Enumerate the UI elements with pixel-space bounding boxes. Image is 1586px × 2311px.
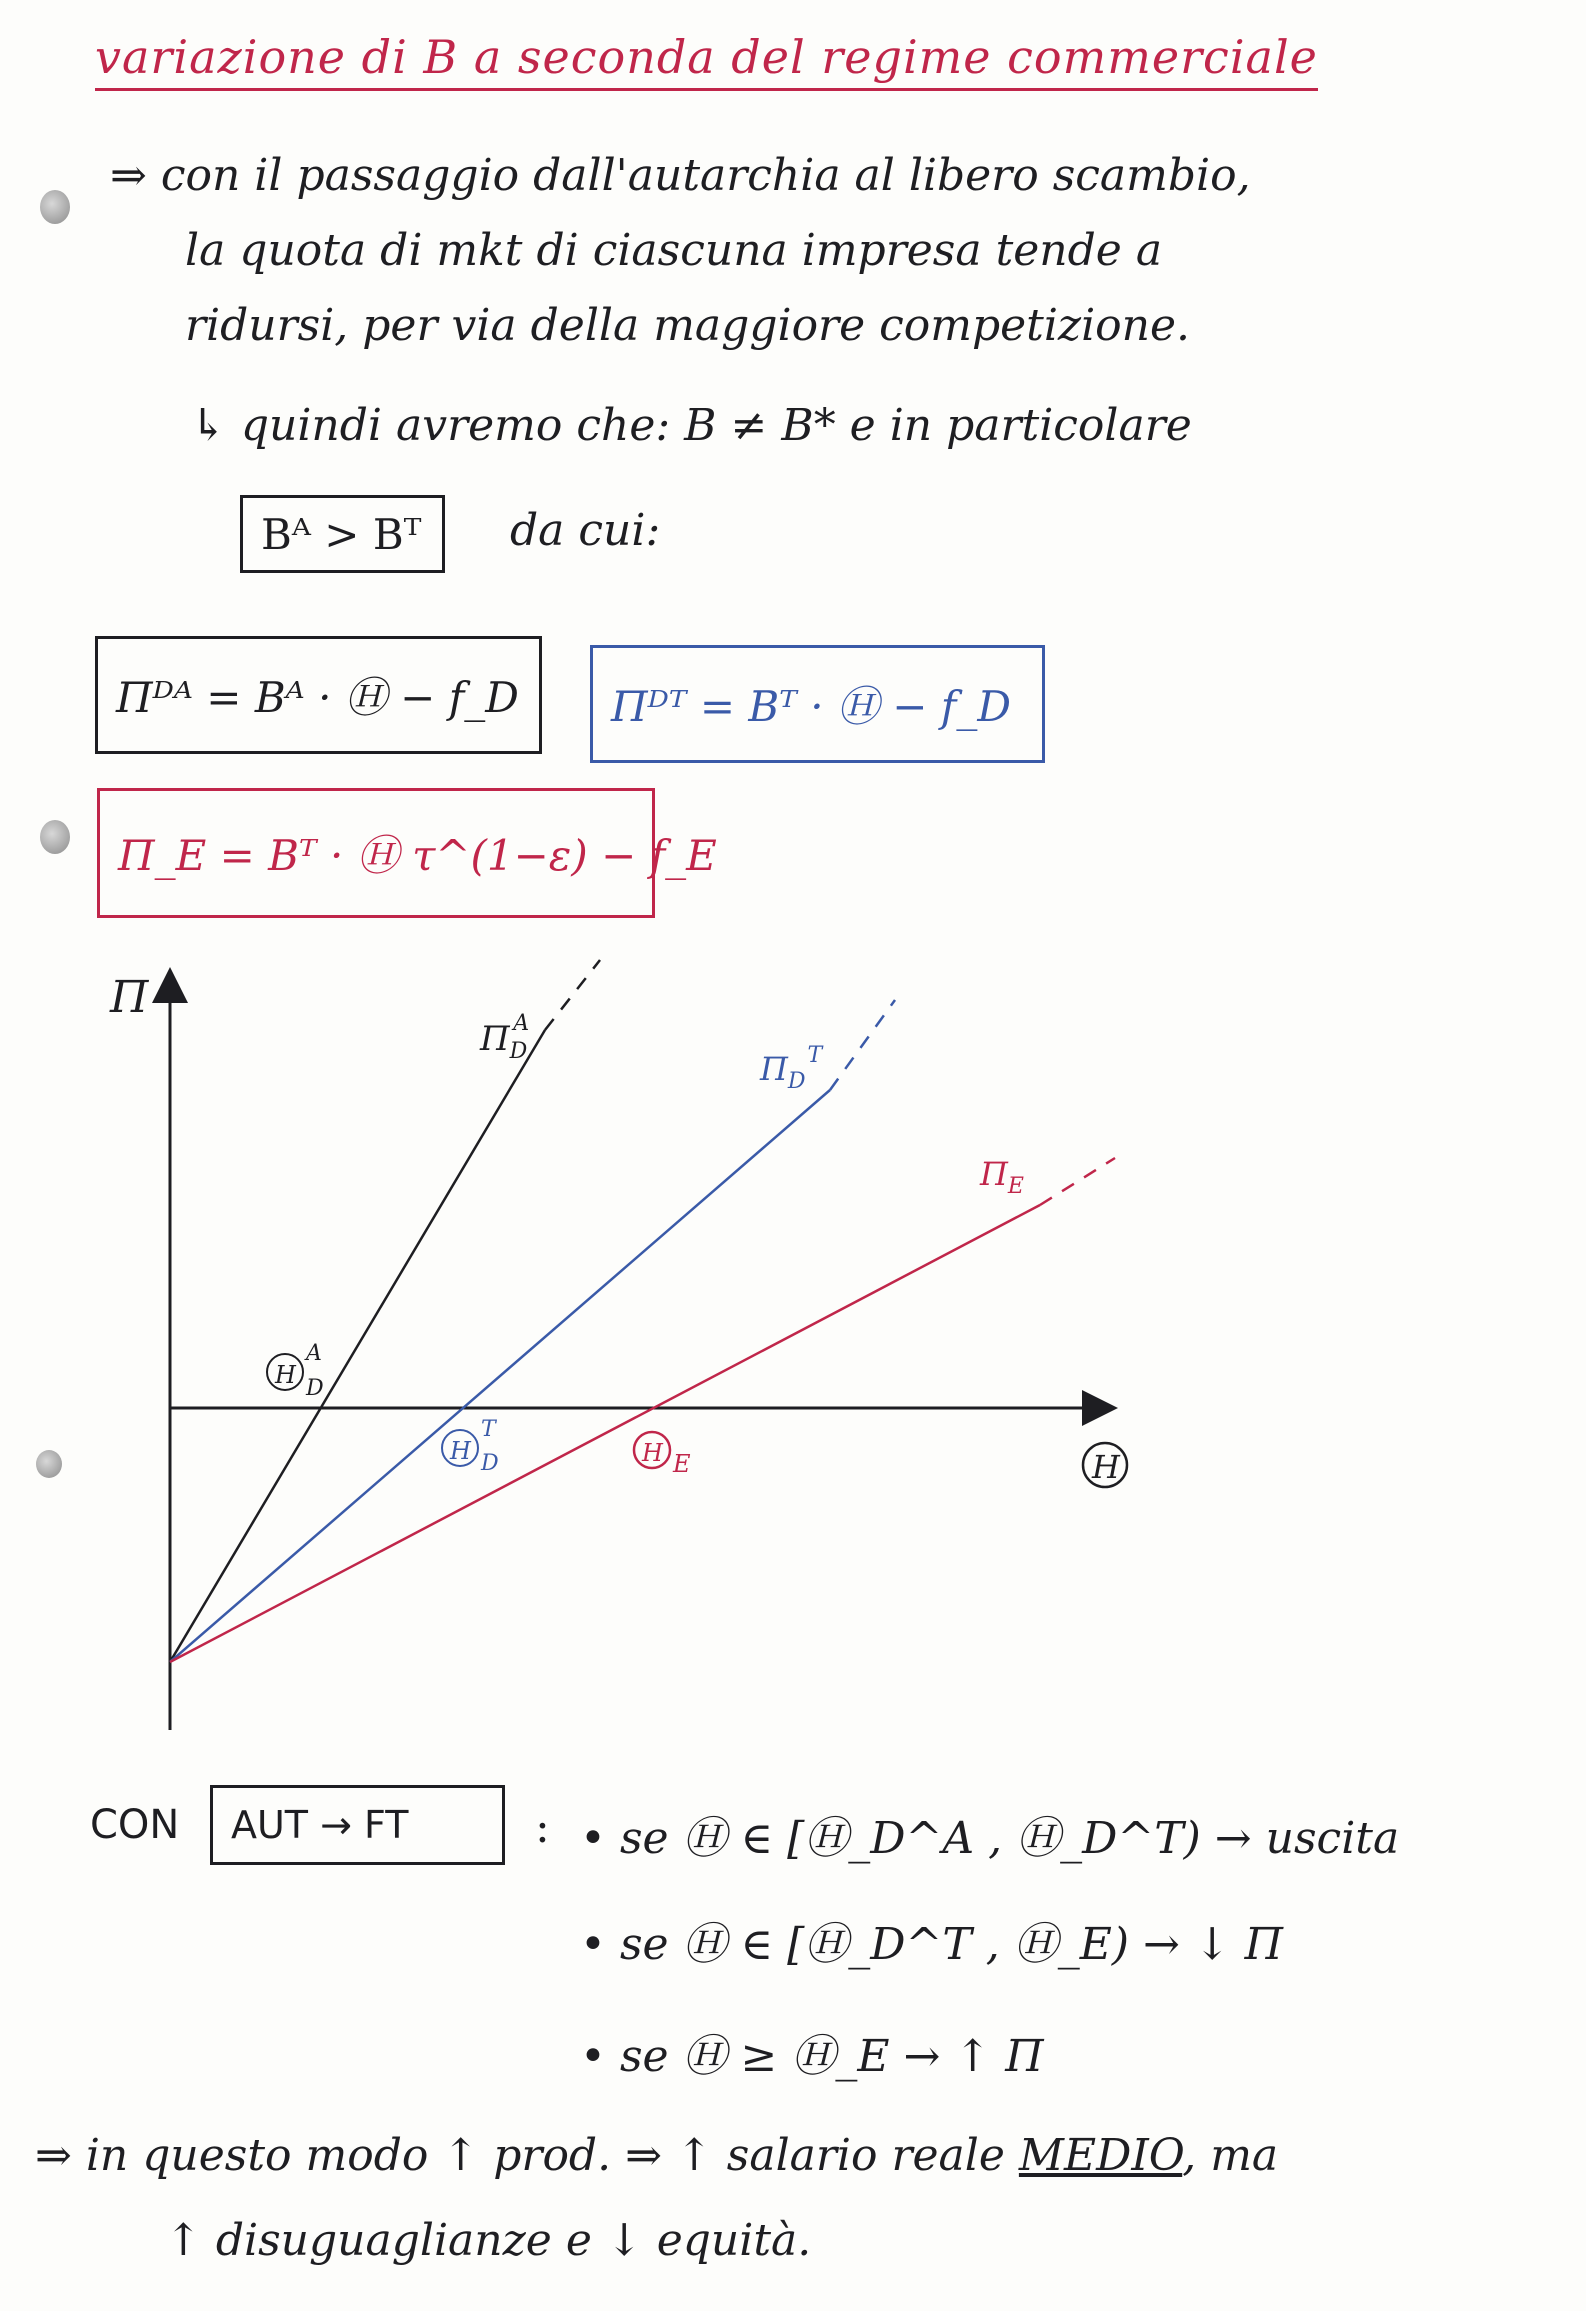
condition-1: • se Ⓗ ∈ [Ⓗ_D^A , Ⓗ_D^T) → uscita — [580, 1813, 1400, 1864]
intercept-label-h-d-a: H — [275, 1361, 296, 1389]
conclusion-line-1 — [35, 2130, 1278, 2181]
y-axis-label: Π — [110, 972, 149, 1023]
series-line-pi-d-t — [170, 1090, 830, 1662]
series-line-pi-d-a — [170, 1030, 545, 1662]
conditions-prefix: CON — [90, 1802, 180, 1848]
equation-exporter-box: Π_E = Bᵀ · Ⓗ τ^(1−ε) − f_E — [97, 788, 655, 918]
da-cui-text: da cui: — [510, 505, 661, 556]
condition-2: • se Ⓗ ∈ [Ⓗ_D^T , Ⓗ_E) → ↓ Π — [580, 1919, 1284, 1970]
equation-autarky-box: Πᴰᴬ = Bᴬ · Ⓗ − f_D — [95, 636, 542, 754]
series-line-pi-d-a-dashed — [545, 960, 600, 1030]
series-label-pi-e: $\Pi_E$ — [980, 1155, 1024, 1199]
intro-line-1: ⇒ con il passaggio dall'autarchia al libero scambio, — [110, 150, 1251, 201]
intercept-label-h-d-t-sup: T — [481, 1417, 496, 1442]
intro-line-3: ridursi, per via della maggiore competizione. — [185, 300, 1191, 351]
intro-line-2: la quota di mkt di ciascuna impresa tende a — [185, 225, 1163, 276]
conclusion-line-1-text: ⇒ in questo modo ↑ prod. ⇒ ↑ salario reale — [35, 2130, 1005, 2181]
equation-trade-domestic-box: Πᴰᵀ = Bᵀ · Ⓗ − f_D — [590, 645, 1045, 763]
series-label-pi-d-t: $\Pi_D^T$ — [760, 1043, 823, 1094]
inequality-box: Bᴬ > Bᵀ — [240, 495, 445, 573]
intercept-label-h-d-a-sup: A — [306, 1341, 322, 1366]
series-line-pi-e — [170, 1205, 1040, 1662]
intercept-label-h-e-sub: E — [673, 1450, 691, 1478]
x-axis-label: H — [1092, 1448, 1120, 1486]
intro-line-4: ↳ quindi avremo che: B ≠ B* e in particolare — [190, 400, 1192, 451]
condition-3: • se Ⓗ ≥ Ⓗ_E → ↑ Π — [580, 2031, 1044, 2082]
series-line-pi-d-t-dashed — [830, 1000, 895, 1090]
intercept-label-h-e: H — [642, 1439, 663, 1467]
conclusion-line-2: ↑ disuguaglianze e ↓ equità. — [165, 2215, 812, 2266]
conditions-colon: : — [535, 1802, 550, 1853]
conclusion-medio: MEDIO — [1018, 2130, 1183, 2181]
intercept-label-h-d-t-sub: D — [481, 1451, 499, 1476]
intercept-label-h-d-t: H — [450, 1437, 471, 1465]
series-label-pi-d-a: $\Pi_DA$ — [480, 1011, 530, 1064]
conclusion-line-1-end: , ma — [1182, 2130, 1279, 2181]
series-line-pi-e-dashed — [1040, 1158, 1115, 1205]
aut-ft-box: AUT → FT — [210, 1785, 505, 1865]
page-title: variazione di B a seconda del regime commerciale — [95, 30, 1318, 91]
intercept-label-h-d-a-sub: D — [306, 1376, 324, 1401]
